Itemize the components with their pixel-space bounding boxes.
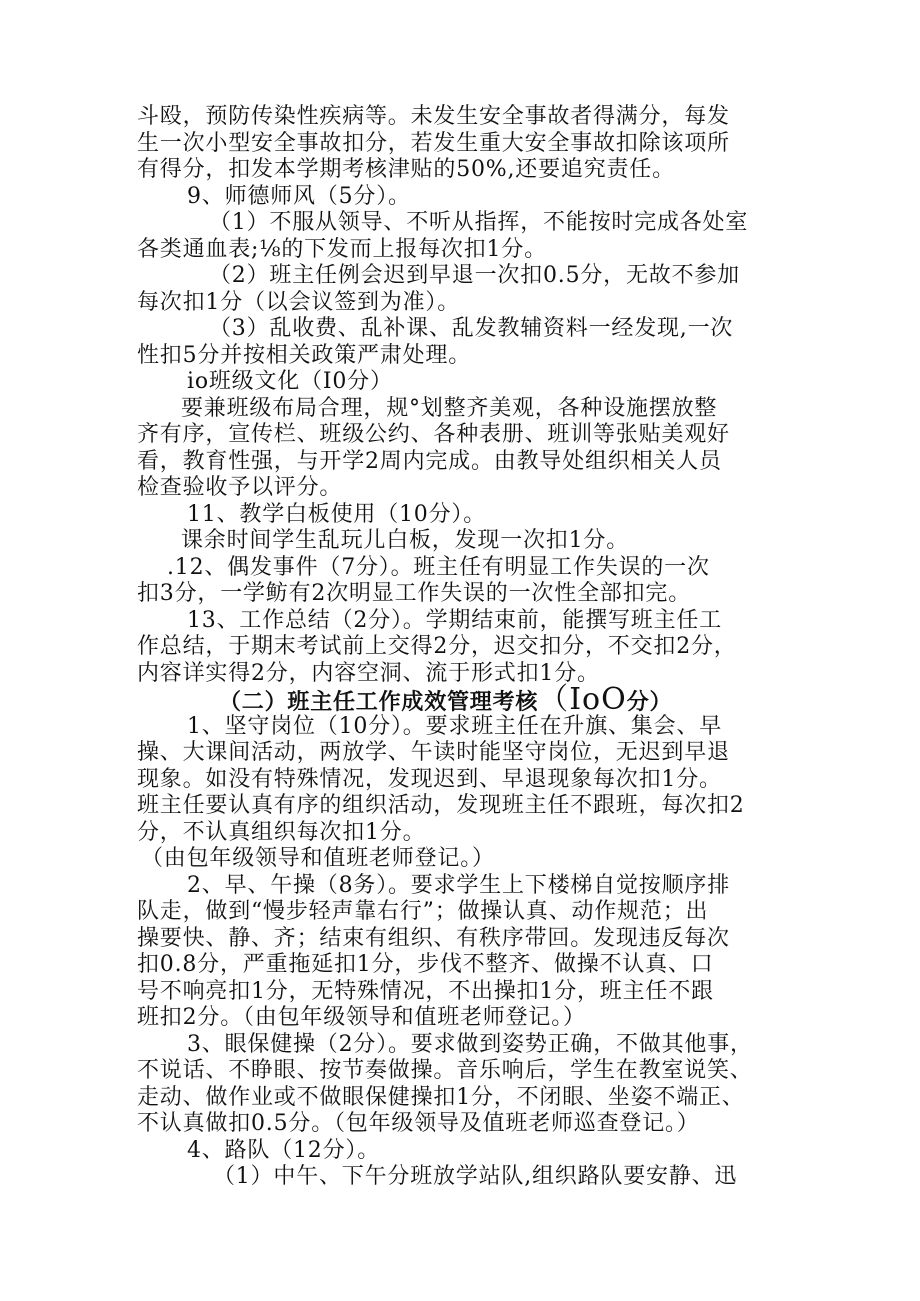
item-heading-4: 4、路队（12分）。 bbox=[187, 1137, 380, 1163]
text-line: 齐有序，宣传栏、班级公约、各种表册、班训等张贴美观好 bbox=[137, 422, 730, 447]
section-heading-13: 13、工作总结（2分）。学期结束前，能撰写班主任工 bbox=[187, 607, 722, 633]
text-line: 操、大课间活动，两放学、午读时能坚守岗位，无迟到早退 bbox=[137, 740, 730, 765]
text-line: （由包年级领导和值班老师登记。） bbox=[141, 846, 495, 871]
text-line: 每次扣1分（以会议签到为准）。 bbox=[137, 289, 460, 315]
section-title-score: （IoO bbox=[538, 682, 627, 717]
text-line: 扣3分，一学鲂有2次明显工作失误的一次性全部扣完。 bbox=[137, 581, 691, 606]
section-heading-10: io班级文化（I0分） bbox=[187, 369, 393, 394]
text-line: 分，不认真组织每次扣1分。 bbox=[137, 819, 426, 845]
text-line: 要兼班级布局合理，规°划整齐美观，各种设施摆放整 bbox=[181, 395, 718, 421]
text-line: 内容详实得2分，内容空洞、流于形式扣1分。 bbox=[137, 660, 600, 686]
text-line: 检查验收予以评分。 bbox=[137, 475, 343, 500]
section-heading-12: .12、偶发事件（7分）。班主任有明显工作失误的一次 bbox=[167, 554, 710, 580]
text-line: 班扣2分。（由包年级领导和值班老师登记。） bbox=[137, 1005, 586, 1030]
text-line: 班主任要认真有序的组织活动，发现班主任不跟班，每次扣2 bbox=[137, 793, 745, 818]
section-heading-11: 11、教学白板使用（10分）。 bbox=[187, 501, 486, 527]
text-line: 不认真做扣0.5分。（包年级领导及值班老师巡查登记。） bbox=[137, 1111, 700, 1136]
text-line: 操要快、静、齐；结束有组织、有秩序带回。发现违反每次 bbox=[137, 925, 730, 951]
text-line: 课余时间学生乱玩儿白板，发现一次扣1分。 bbox=[181, 528, 629, 553]
text-line: 现象。如没有特殊情况，发现迟到、早退现象每次扣1分。 bbox=[137, 766, 722, 792]
text-line: 性扣5分并按相关政策严肃处理。 bbox=[137, 342, 471, 368]
text-line: 不说话、不睁眼、按节奏做操。音乐响后，学生在教室说笑、 bbox=[137, 1058, 753, 1083]
item-heading-2: 2、早、午操（8务）。要求学生上下楼梯自觉按顺序排 bbox=[187, 872, 730, 898]
text-line: 各类通血表;⅛的下发而上报每次扣1分。 bbox=[137, 236, 547, 262]
text-line: （2）班主任例会迟到早退一次扣0.5分，无故不参加 bbox=[209, 263, 740, 288]
section-title bbox=[137, 682, 797, 717]
text-line: 号不响亮扣1分，无特殊情况，不出操扣1分，班主任不跟 bbox=[137, 978, 714, 1004]
text-line: 有得分，扣发本学期考核津贴的50%,还要追究责任。 bbox=[137, 157, 675, 182]
text-line: 走动、做作业或不做眼保健操扣1分，不闭眼、坐姿不端正、 bbox=[137, 1084, 745, 1110]
text-line: 扣0.8分，严重拖延扣1分，步伐不整齐、做操不认真、口 bbox=[137, 952, 714, 977]
text-line: （3）乱收费、乱补课、乱发教辅资料一经发现,一次 bbox=[209, 316, 734, 341]
text-line: 作总结，于期末考试前上交得2分，迟交扣分，不交扣2分， bbox=[137, 634, 737, 659]
text-line: 队走，做到“慢步轻声靠右行”；做操认真、动作规范；出 bbox=[137, 899, 709, 924]
document-body bbox=[137, 104, 797, 1191]
item-heading-3: 3、眼保健操（2分）。要求做到姿势正确，不做其他事， bbox=[187, 1031, 753, 1057]
section-title-text: （二）班主任工作成效管理考核 bbox=[219, 689, 539, 715]
text-line: 斗殴，预防传染性疾病等。未发生安全事故者得满分，每发 bbox=[137, 104, 730, 129]
text-line: 看，教育性强，与开学2周内完成。由教导处组织相关人员 bbox=[137, 448, 722, 474]
item-heading-1: 1、坚守岗位（10分）。要求班主任在升旗、集会、早 bbox=[187, 713, 722, 739]
section-title-score-tail: 分） bbox=[626, 689, 673, 715]
text-line: （1）不服从领导、不听从指挥，不能按时完成各处室 bbox=[209, 210, 749, 235]
text-line: （1）中午、下午分班放学站队,组织路队要安静、迅 bbox=[213, 1164, 738, 1189]
section-heading-9: 9、师德师风（5分）。 bbox=[187, 183, 411, 209]
text-line: 生一次小型安全事故扣分，若发生重大安全事故扣除该项所 bbox=[137, 130, 730, 156]
